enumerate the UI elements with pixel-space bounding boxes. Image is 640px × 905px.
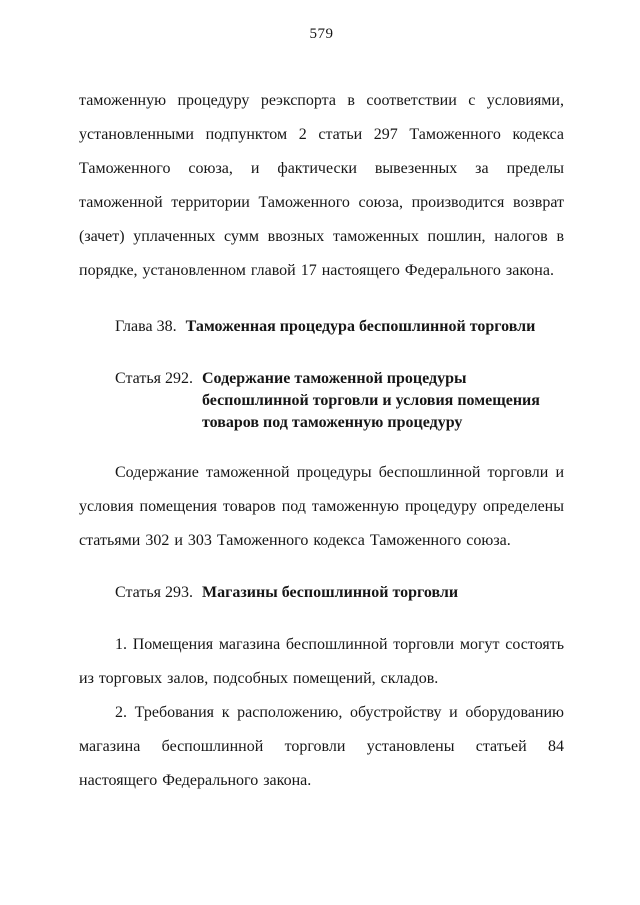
paragraph-article-292-body: Содержание таможенной процедуры беспошлинной торговли и условия помещения товаров под таможенную процедуру определены статьями 302 и 303 Таможенного кодекса Таможенного союза. xyxy=(79,464,564,549)
article-293-heading xyxy=(115,582,564,604)
chapter-38-heading xyxy=(115,316,564,338)
article-293-title: Магазины беспошлинной торговли xyxy=(201,584,459,601)
article-292-heading xyxy=(115,368,564,434)
page-number: 579 xyxy=(309,26,334,42)
article-292-title: Содержание таможенной процедуры беспошлинной торговли и условия помещения товаров под таможенную процедуру xyxy=(201,370,540,431)
paragraph-article-293-item-2: 2. Требования к расположению, обустройству и оборудованию магазина беспошлинной торговли установлены статьей 84 настоящего Федерального закона. xyxy=(79,704,564,789)
article-292-label: Статья 292. xyxy=(115,370,193,387)
chapter-38-title: Таможенная процедура беспошлинной торговли xyxy=(185,318,536,335)
article-293-label: Статья 293. xyxy=(115,584,193,601)
paragraph-article-293-item-1: 1. Помещения магазина беспошлинной торговли могут состоять из торговых залов, подсобных помещений, складов. xyxy=(79,636,564,687)
paragraph-reexport-continuation: таможенную процедуру реэкспорта в соответствии с условиями, установленными подпунктом 2 статьи 297 Таможенного кодекса Таможенного союза, и фактически вывезенных за пределы таможенной территории Таможенного союза, производится возврат (зачет) уплаченных сумм ввозных таможенных пошлин, налогов в порядке, установленном главой 17 настоящего Федерального закона. xyxy=(79,92,564,279)
chapter-38-label: Глава 38. xyxy=(115,318,177,335)
